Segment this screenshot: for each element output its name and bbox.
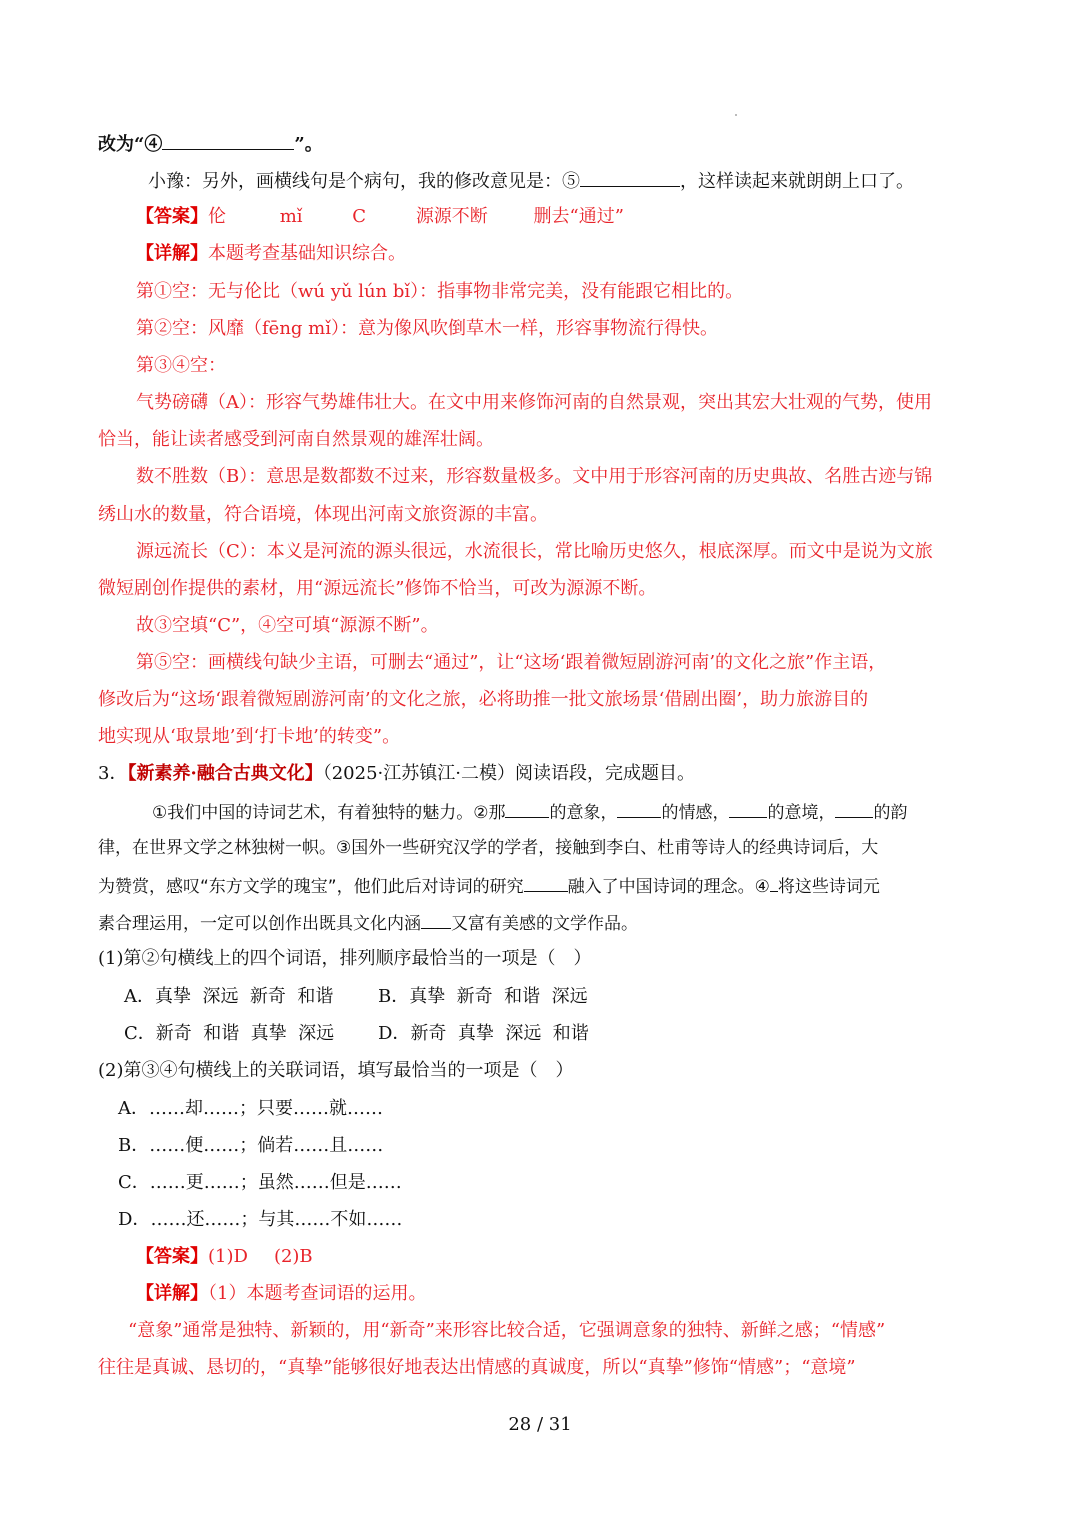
passage-blank: [421, 910, 451, 929]
option-text: 真挚 深远 新奇 和谐: [155, 986, 334, 1007]
option-label: C．: [124, 1023, 156, 1044]
text: 将这些诗词元: [777, 877, 880, 897]
sub2-option-b: [118, 1134, 383, 1158]
q2-answer: [136, 205, 624, 229]
q2-detail-line: 地实现从‘取景地’到‘打卡地’的转变”。: [98, 726, 401, 747]
text: 的情感，: [661, 803, 730, 823]
option-label: B．: [378, 986, 410, 1007]
answer-value-2: mǐ: [279, 206, 303, 227]
sub1-option-d: [378, 1022, 589, 1046]
answer-blank-4: [162, 131, 294, 150]
q2-detail-line: 恰当，能让读者感受到河南自然景观的雄浑壮阔。: [98, 429, 494, 450]
detail-intro: 本题考查基础知识综合。: [208, 243, 406, 264]
text: 为赞赏，感叹“东方文学的瑰宝”，他们此后对诗词的研究: [98, 877, 524, 897]
q2-detail-line: 第③④空：: [136, 355, 226, 376]
passage-line-2: 律，在世界文学之林独树一帜。③国外一些研究汉学的学者，接触到李白、杜甫等诗人的经典诗词后，大: [98, 838, 879, 858]
option-text: ……却……；只要……就……: [149, 1098, 383, 1119]
option-text: ……便……；倘若……且……: [149, 1135, 384, 1156]
q2-detail-line: 故③空填“C”，④空可填“源源不断”。: [136, 615, 439, 636]
option-text: 新奇 和谐 真挚 深远: [155, 1023, 335, 1044]
answer-value-4: 源源不断: [415, 206, 488, 227]
detail-label: 【详解】: [136, 1283, 208, 1304]
option-text: ……还……；与其……不如……: [150, 1209, 403, 1230]
text: 的意象，: [549, 803, 618, 823]
option-label: B．: [118, 1135, 150, 1156]
passage-blank: [729, 799, 767, 818]
passage-blank: [835, 799, 873, 818]
text: 改为“④: [98, 134, 163, 155]
text: ，这样读起来就朗朗上口了。: [680, 171, 914, 192]
sub1-option-b: [378, 985, 588, 1009]
text: 的韵: [873, 803, 908, 823]
q2-detail-intro: [136, 242, 406, 266]
q2-detail-line: 修改后为“这场‘跟着微短剧游河南’的文化之旅，必将助推一批文旅场景‘借剧出圈’，助力旅游目的: [98, 689, 869, 710]
q2-detail-line: 第②空：风靡（fēng mǐ）：意为像风吹倒草木一样，形容事物流行得快。: [136, 318, 718, 339]
q3-detail-line: 往往是真诚、恳切的，“真挚”能够很好地表达出情感的真诚度，所以“真挚”修饰“情感”；“意境”: [98, 1357, 856, 1378]
answer-value-5: 删去“通过”: [533, 206, 624, 227]
continuation-line-2: [148, 168, 914, 194]
passage-line-4: [98, 910, 638, 936]
option-label: D．: [118, 1209, 151, 1230]
option-text: 新奇 真挚 深远 和谐: [410, 1023, 589, 1044]
text: 素合理运用，一定可以创作出既具文化内涵: [98, 914, 421, 934]
sub2-option-d: [118, 1208, 402, 1232]
answer-label: 【答案】: [136, 1246, 208, 1267]
q2-detail-line: 微短剧创作提供的素材，用“源远流长”修饰不恰当，可改为源源不断。: [98, 578, 657, 599]
answer-label: 【答案】: [136, 206, 208, 227]
passage-blank: [770, 873, 778, 892]
continuation-line-1: [98, 131, 323, 157]
question-source: （2025·江苏镇江·二模）: [322, 763, 515, 784]
text: ①我们中国的诗词艺术，有着独特的魅力。②那: [152, 803, 506, 823]
q3-header: [98, 762, 695, 786]
question-number: 3．: [98, 763, 128, 784]
q3-answer: [136, 1245, 313, 1269]
option-label: C．: [118, 1172, 150, 1193]
sub2-option-a: [118, 1097, 383, 1121]
text: ”。: [294, 134, 323, 155]
stray-mark: [735, 114, 737, 116]
question-instruction: 阅读语段，完成题目。: [514, 763, 695, 784]
q2-detail-line: 源远流长（C）：本义是河流的源头很远，水流很长，常比喻历史悠久，根底深厚。而文中是说为文旅: [136, 541, 933, 562]
text: 又富有美感的文学作品。: [451, 914, 638, 934]
passage-blank: [524, 873, 568, 892]
option-label: D．: [378, 1023, 411, 1044]
sub2-option-c: [118, 1171, 402, 1195]
detail-intro: （1）本题考查词语的运用。: [208, 1283, 427, 1304]
q2-detail-line: 数不胜数（B）：意思是数都数不过来，形容数量极多。文中用于形容河南的历史典故、名胜古迹与锦: [136, 466, 933, 487]
q2-detail-line: 第①空：无与伦比（wú yǔ lún bǐ）：指事物非常完美，没有能跟它相比的。: [136, 281, 744, 302]
answer-value-3: C: [352, 206, 367, 227]
q2-detail-line: 绣山水的数量，符合语境，体现出河南文旅资源的丰富。: [98, 504, 548, 525]
detail-label: 【详解】: [136, 243, 208, 264]
option-label: A．: [118, 1098, 149, 1119]
option-text: 真挚 新奇 和谐 深远: [409, 986, 588, 1007]
passage-line-1: [152, 799, 907, 825]
answer-value-1: 伦: [208, 206, 226, 227]
sub1-option-c: [124, 1022, 334, 1046]
sub-question-2-stem: (2)第③④句横线上的关联词语，填写最恰当的一项是（ ）: [98, 1060, 574, 1081]
answer-value-2: (2)B: [273, 1246, 313, 1267]
q3-detail-line: “意象”通常是独特、新颖的，用“新奇”来形容比较合适，它强调意象的独特、新鲜之感；“情感”: [128, 1320, 886, 1341]
passage-blank: [505, 799, 549, 818]
page-indicator: 28 / 31: [508, 1414, 572, 1435]
passage-line-3: [98, 873, 880, 899]
option-label: A．: [124, 986, 155, 1007]
sub1-option-a: [124, 985, 333, 1009]
q2-detail-line: 第⑤空：画横线句缺少主语，可删去“通过”，让“这场‘跟着微短剧游河南’的文化之旅”作主语，: [136, 652, 887, 673]
passage-blank: [617, 799, 661, 818]
answer-blank-5: [580, 168, 680, 187]
q3-detail-intro: [136, 1282, 426, 1306]
question-tag: 【新素养·融合古典文化】: [127, 763, 323, 784]
option-text: ……更……；虽然……但是……: [149, 1172, 402, 1193]
answer-value-1: (1)D: [208, 1246, 248, 1267]
q2-detail-line: 气势磅礴（A）：形容气势雄伟壮大。在文中用来修饰河南的自然景观，突出其宏大壮观的气势，使用: [136, 392, 932, 413]
sub-question-1-stem: (1)第②句横线上的四个词语，排列顺序最恰当的一项是（ ）: [98, 948, 592, 969]
text: 小豫：另外，画横线句是个病句，我的修改意见是：⑤: [148, 171, 580, 192]
text: 融入了中国诗词的理念。④: [567, 877, 770, 897]
text: 的意境，: [767, 803, 836, 823]
